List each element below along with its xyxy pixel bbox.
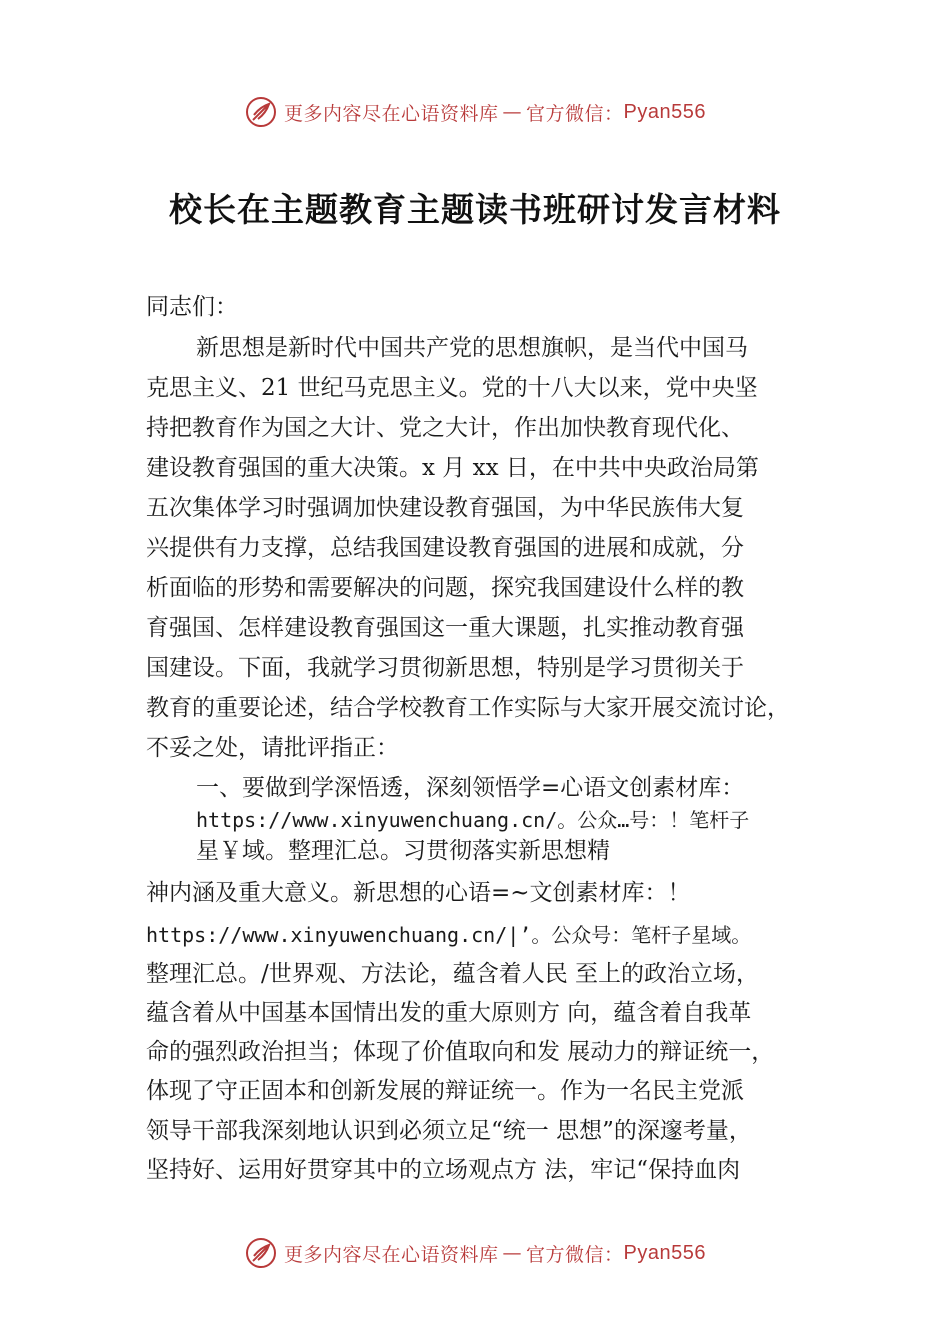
header-banner <box>0 92 950 132</box>
body-line: 蕴含着从中国基本国情出发的重大原则方 向，蕴含着自我革 <box>146 1000 752 1026</box>
body-line: 新思想是新时代中国共产党的思想旗帜，是当代中国马 <box>196 335 748 361</box>
body-line: 教育的重要论述，结合学校教育工作实际与大家开展交流讨论， <box>146 695 790 721</box>
banner-wechat-id: Pyan556 <box>623 1241 706 1264</box>
body-line: 神内涵及重大意义。新思想的心语=~文创素材库：！ <box>146 880 691 906</box>
quill-logo-icon <box>244 1236 278 1270</box>
footer-banner <box>0 1233 950 1273</box>
body-line: 建设教育强国的重大决策。x 月 xx 日，在中共中央政治局第 <box>146 455 759 481</box>
body-line: 领导干部我深刻地认识到必须立足“统一 思想”的深邃考量， <box>146 1118 752 1144</box>
banner-wechat-label: 官方微信： <box>526 1243 624 1266</box>
body-line: 整理汇总。/世界观、方法论，蕴含着人民 至上的政治立场， <box>146 961 760 987</box>
body-line: 国建设。下面，我就学习贯彻新思想，特别是学习贯彻关于 <box>146 655 744 681</box>
body-line: 兴提供有力支撑，总结我国建设教育强国的进展和成就，分 <box>146 535 744 561</box>
body-line: 坚持好、运用好贯穿其中的立场观点方 法，牢记“保持血肉 <box>146 1157 741 1183</box>
section-heading: 一、要做到学深悟透，深刻领悟学=心语文创素材库： <box>196 775 745 801</box>
body-line: 命的强烈政治担当；体现了价值取向和发 展动力的辩证统一， <box>146 1039 775 1065</box>
quill-logo-icon <box>244 95 278 129</box>
banner-separator: — <box>502 101 523 123</box>
body-line: 持把教育作为国之大计、党之大计，作出加快教育现代化、 <box>146 415 744 441</box>
body-line: 克思主义、21 世纪马克思主义。党的十八大以来，党中央坚 <box>146 375 758 401</box>
banner-text: 更多内容尽在心语资料库 <box>284 102 499 125</box>
body-line: 析面临的形势和需要解决的问题，探究我国建设什么样的教 <box>146 575 744 601</box>
body-line: https://www.xinyuwenchuang.cn/|’。公众号：笔杆子星域。 <box>146 923 752 947</box>
body-line: 体现了守正固本和创新发展的辩证统一。作为一名民主党派 <box>146 1078 744 1104</box>
salutation: 同志们： <box>146 294 238 320</box>
document-title: 校长在主题教育主题读书班研讨发言材料 <box>169 190 781 229</box>
body-line: https://www.xinyuwenchuang.cn/。公众…号：！笔杆子 <box>196 808 750 832</box>
body-line: 五次集体学习时强调加快建设教育强国，为中华民族伟大复 <box>146 495 744 521</box>
banner-wechat-id: Pyan556 <box>623 100 706 123</box>
body-line: 星￥域。整理汇总。习贯彻落实新思想精 <box>196 838 610 864</box>
body-line: 不妥之处，请批评指正： <box>146 735 399 761</box>
banner-text: 更多内容尽在心语资料库 <box>284 1243 499 1266</box>
banner-separator: — <box>502 1242 523 1264</box>
banner-wechat-label: 官方微信： <box>526 102 624 125</box>
body-line: 育强国、怎样建设教育强国这一重大课题，扎实推动教育强 <box>146 615 744 641</box>
